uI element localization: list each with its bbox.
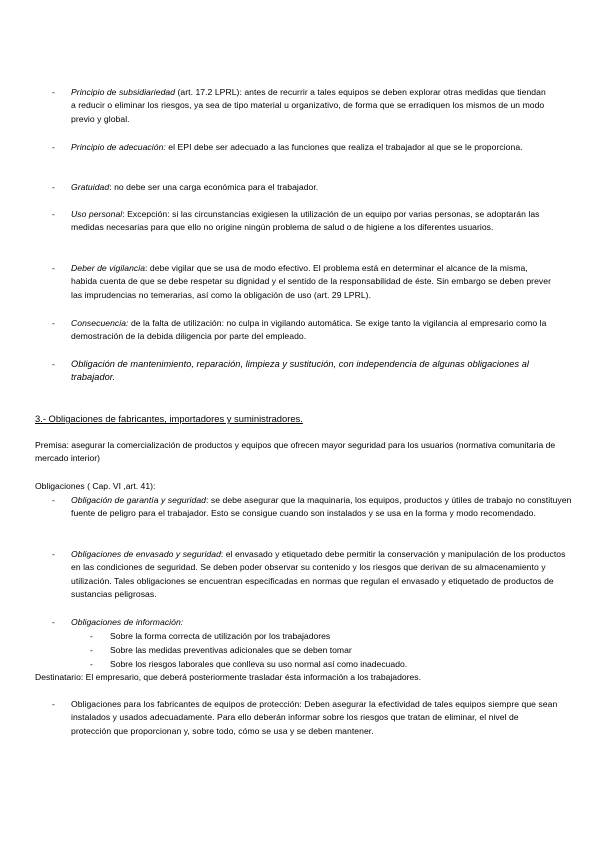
- bullet-dash: -: [52, 359, 55, 369]
- destinatario-paragraph: Destinatario: El empresario, que deberá posteriormente trasladar ésta información a los trabajadores.: [35, 672, 421, 682]
- bullet-dash: -: [52, 699, 55, 709]
- info-subitem: Sobre los riesgos laborales que conlleva su uso normal así como inadecuado.: [110, 659, 408, 669]
- item-text: : se debe asegurar que la maquinaria, los equipos, productos y útiles de trabajo no constituyen fuente de peligro para el trabajador. Esto se consigue cuando son instalados y se usa en la forma y modo recomendado.: [71, 495, 572, 519]
- bullet-text: : debe vigilar que se usa de modo efectivo. El problema está en determinar el alcance de la misma, habida cuenta de que se debe respetar su dignidad y el sentido de la responsabilidad de éste. Sin embargo se deben prever las imprudencias no temerarias, así como la obligación de uso (art. 29 LPRL).: [71, 263, 551, 300]
- item-term: Obligaciones de envasado y seguridad: [71, 549, 221, 559]
- sub-bullet-dash: -: [90, 659, 93, 669]
- premisa-paragraph: Premisa: asegurar la comercialización de productos y equipos que ofrecen mayor seguridad para los usuarios (normativa comunitaria de mercado interior): [35, 440, 556, 463]
- bullet-dash: -: [52, 142, 55, 152]
- bullet-term: Principio de adecuación:: [71, 142, 166, 152]
- bullet-adecuacion: [71, 141, 551, 154]
- bullet-consecuencia: [71, 317, 551, 344]
- bullet-text: : no debe ser una carga económica para el trabajador.: [109, 182, 319, 192]
- obligaciones-label: Obligaciones ( Cap. VI ,art. 41):: [35, 481, 156, 491]
- bullet-term: Deber de vigilancia: [71, 263, 146, 273]
- item-envasado: [71, 548, 566, 601]
- bullet-dash: -: [52, 617, 55, 627]
- item-term: Obligaciones de información:: [71, 617, 184, 627]
- bullet-text: (art. 17.2 LPRL): antes de recurrir a tales equipos se deben explorar otras medidas que tiendan a reducir o eliminar los riesgos, ya sea de tipo material u organizativo, de forma que se erradiquen los mismos de un modo previo y global.: [71, 87, 546, 124]
- item-informacion: [71, 616, 471, 629]
- bullet-text: : Excepción: si las circunstancias exigiesen la utilización de un equipo por varias personas, se adoptarán las medidas necesarias para que ello no origine ningún problema de salud o de higiene a los diferentes usuarios.: [71, 209, 540, 233]
- bullet-text: el EPI debe ser adecuado a las funciones que realiza el trabajador al que se le proporciona.: [165, 142, 523, 152]
- bullet-gratuidad: [71, 181, 551, 194]
- item-text: : el envasado y etiquetado debe permitir la conservación y manipulación de los productos en las condiciones de seguridad. Se deben poder observar su contenido y los riesgos que derivan de su almacenamiento y utilización. Tales obligaciones se encuentran especificadas en normas que regulan el envasado y etiquetado de productos de sustancias peligrosas.: [71, 549, 566, 599]
- info-subitem: Sobre las medidas preventivas adicionales que se deben tomar: [110, 645, 352, 655]
- bullet-dash: -: [52, 87, 55, 97]
- bullet-dash: -: [52, 209, 55, 219]
- item-garantia: [71, 494, 576, 521]
- info-subitem: Sobre la forma correcta de utilización por los trabajadores: [110, 631, 331, 641]
- item-term: Obligación de garantía y seguridad: [71, 495, 206, 505]
- section-heading: 3.- Obligaciones de fabricantes, importadores y suministradores.: [35, 413, 303, 424]
- bullet-dash: -: [52, 549, 55, 559]
- bullet-text: de la falta de utilización: no culpa in vigilando automática. Se exige tanto la vigilancia al empresario como la demostración de la debida diligencia por parte del empleado.: [71, 318, 547, 342]
- bullet-dash: -: [52, 495, 55, 505]
- bullet-dash: -: [52, 182, 55, 192]
- sub-bullet-dash: -: [90, 645, 93, 655]
- bullet-term: Consecuencia:: [71, 318, 129, 328]
- bullet-term: Obligación de mantenimiento, reparación, limpieza y sustitución, con independencia de algunas obligaciones al trabajador.: [71, 359, 529, 383]
- bullet-uso-personal: [71, 208, 556, 235]
- sub-bullet-dash: -: [90, 631, 93, 641]
- bullet-dash: -: [52, 263, 55, 273]
- item-fabricantes-epi: Obligaciones para los fabricantes de equipos de protección: Deben asegurar la efectividad de tales equipos siempre que sean instalados y usados adecuadamente. Para ello deberán informar sobre los riesgos que tratan de eliminar, el nivel de protección que proporcionan y, sobre todo, cómo se usa y se deben mantener.: [71, 699, 558, 736]
- bullet-term: Gratuidad: [71, 182, 110, 192]
- bullet-vigilancia: [71, 262, 556, 302]
- bullet-dash: -: [52, 318, 55, 328]
- bullet-mantenimiento: [71, 358, 546, 385]
- bullet-term: Principio de subsidiariedad: [71, 87, 176, 97]
- bullet-subsidiariedad: [71, 86, 551, 126]
- bullet-term: Uso personal: [71, 209, 123, 219]
